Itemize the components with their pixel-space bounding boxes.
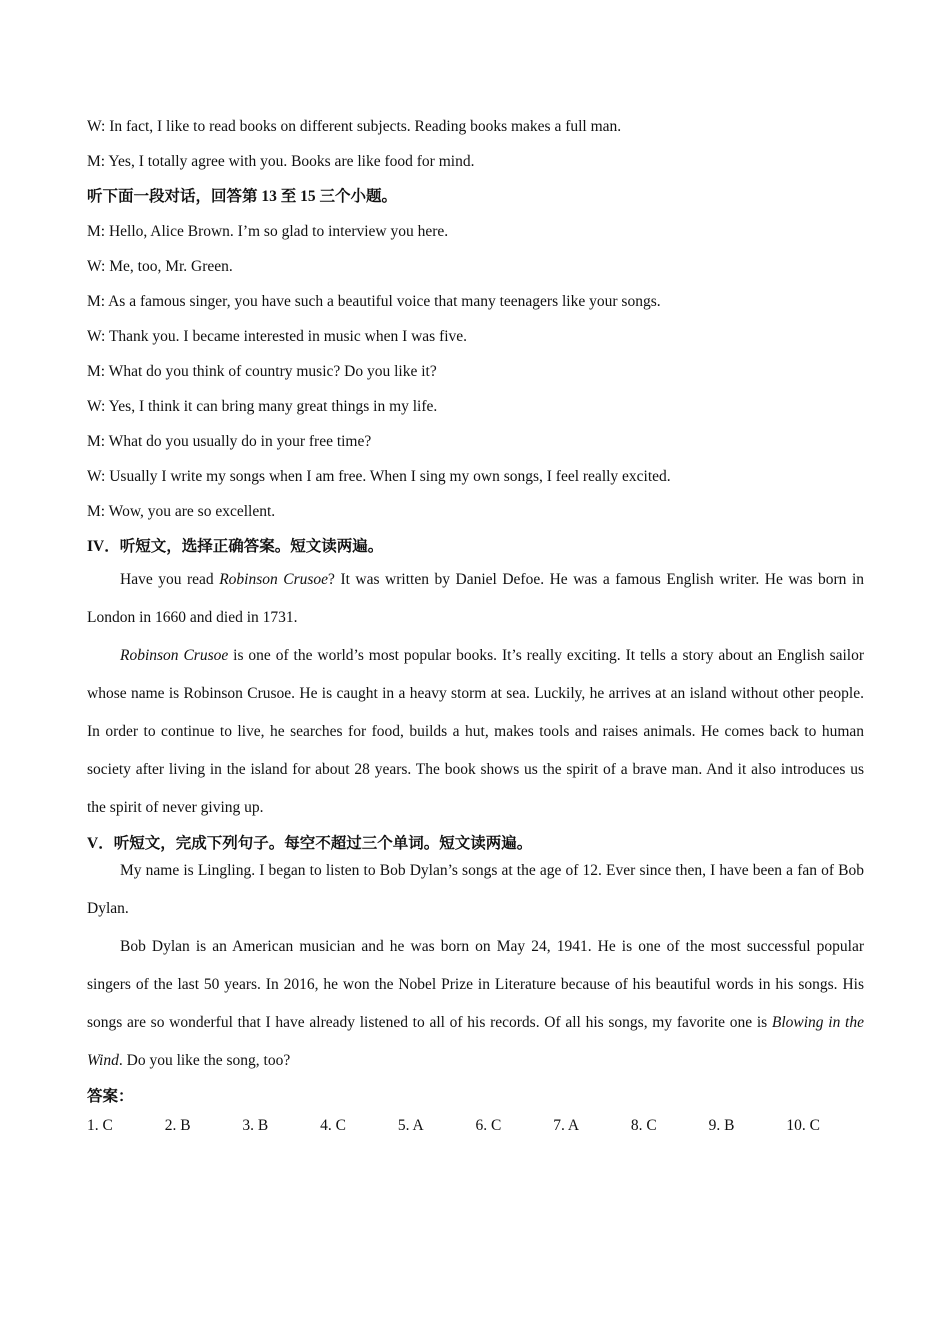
answer-item: 10. C — [786, 1117, 820, 1134]
answer-item: 7. A — [553, 1117, 580, 1134]
answer-item: 2. B — [164, 1117, 191, 1134]
dialogue-line: M: Yes, I totally agree with you. Books are like food for mind. — [87, 153, 475, 170]
answer-item: 9. B — [708, 1117, 735, 1134]
dialogue-line: M: Hello, Alice Brown. I’m so glad to interview you here. — [87, 223, 449, 240]
dialogue-line: W: In fact, I like to read books on different subjects. Reading books makes a full man. — [87, 118, 622, 135]
section-v-paragraph-1: My name is Lingling. I began to listen to Bob Dylan’s songs at the age of 12. Ever since then, I have been a fan of Bob Dylan. — [87, 862, 864, 917]
answer-item: 3. B — [242, 1117, 269, 1134]
section-iv-paragraph-1: Have you read Robinson Crusoe? It was written by Daniel Defoe. He was a famous English writer. He was born in London in 1660 and died in 1731. — [87, 571, 864, 626]
answers-label: 答案： — [87, 1088, 134, 1105]
section-dialogue-heading: 听下面一段对话，回答第 13 至 15 三个小题。 — [87, 188, 398, 205]
document-body — [87, 114, 864, 1139]
book-title: Robinson Crusoe — [120, 647, 229, 664]
answer-key — [87, 1113, 864, 1139]
dialogue-line: W: Me, too, Mr. Green. — [87, 258, 233, 275]
dialogue-line: M: Wow, you are so excellent. — [87, 503, 276, 520]
answer-item: 4. C — [320, 1117, 346, 1134]
dialogue-line: M: What do you think of country music? Do you like it? — [87, 363, 437, 380]
section-v-heading: V．听短文，完成下列句子。每空不超过三个单词。短文读两遍。 — [87, 835, 533, 852]
dialogue-line: M: As a famous singer, you have such a beautiful voice that many teenagers like your songs. — [87, 293, 661, 310]
song-title: Blowing in the Wind — [87, 1014, 864, 1069]
dialogue-line: W: Yes, I think it can bring many great things in my life. — [87, 398, 438, 415]
section-iv-heading: IV．听短文，选择正确答案。短文读两遍。 — [87, 538, 384, 555]
answer-item: 6. C — [475, 1117, 502, 1134]
answer-item: 5. A — [397, 1117, 424, 1134]
section-v-paragraph-2: Bob Dylan is an American musician and he was born on May 24, 1941. He is one of the most successful popular singers of the last 50 years. In 2016, he won the Nobel Prize in Literature because of his beautiful words in his songs. His songs are so wonderful that I have already listened to all of his records. Of all his songs, my favorite one is Blowing in the Wind. Do you like the song, too? — [87, 938, 864, 1069]
dialogue-line: M: What do you usually do in your free time? — [87, 433, 372, 450]
section-iv-paragraph-2: Robinson Crusoe is one of the world’s most popular books. It’s really exciting. It tells a story about an English sailor whose name is Robinson Crusoe. He is caught in a heavy storm at sea. Luckily, he arrives at an island without other people. In order to continue to live, he searches for food, builds a hut, makes tools and raises animals. He comes back to human society after living in the island for about 28 years. The book shows us the spirit of a brave man. And it also introduces us the spirit of never giving up. — [87, 647, 865, 816]
dialogue-line: W: Usually I write my songs when I am free. When I sing my own songs, I feel really excited. — [87, 468, 671, 485]
dialogue-line: W: Thank you. I became interested in music when I was five. — [87, 328, 468, 345]
answer-item: 1. C — [87, 1117, 113, 1134]
answer-item: 8. C — [630, 1117, 657, 1134]
book-title: Robinson Crusoe — [219, 571, 329, 588]
